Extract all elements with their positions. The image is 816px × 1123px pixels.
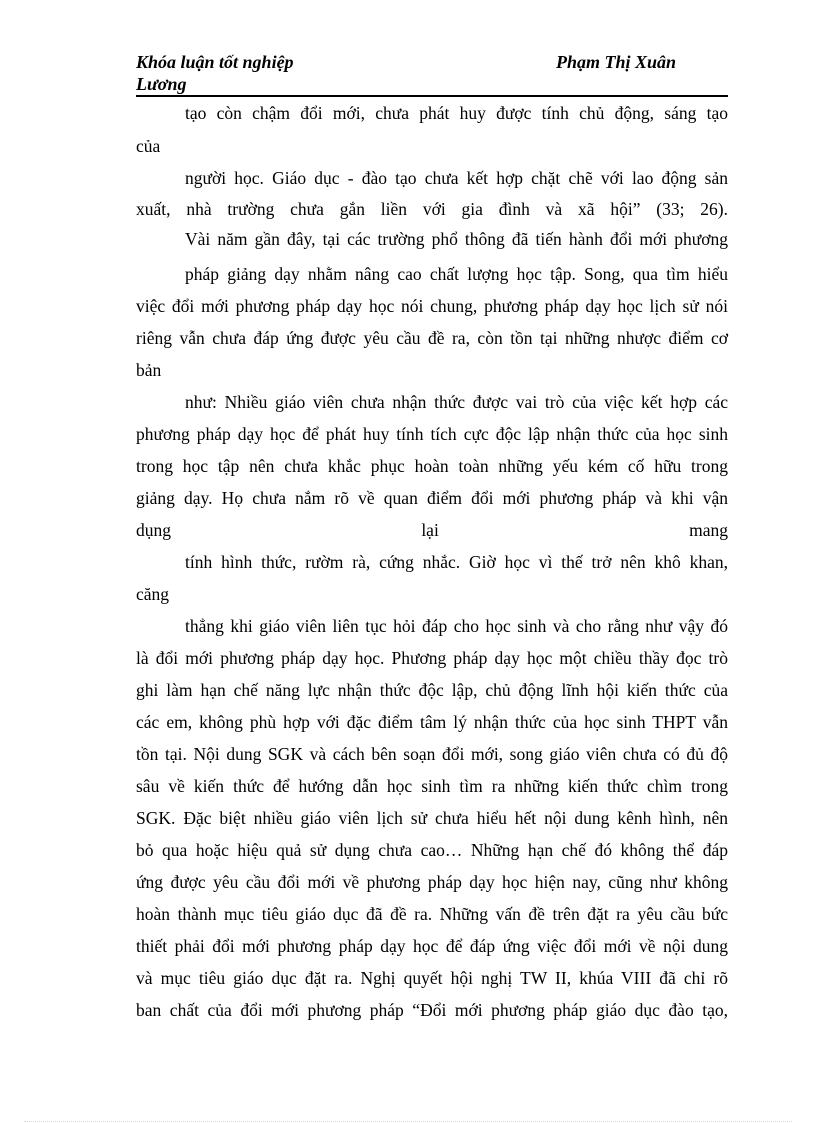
text-line: người học. Giáo dục - đào tạo chưa kết hợp chặt chẽ với lao động sản bbox=[185, 168, 728, 188]
text-line: thẳng khi giáo viên liên tục hỏi đáp cho học sinh và cho rằng như vậy đó bbox=[185, 616, 728, 636]
text-line: Vài năm gần đây, tại các trường phổ thông đã tiến hành đổi mới phương bbox=[185, 229, 728, 249]
page-header bbox=[136, 48, 728, 96]
header-author-name-continued: Lương bbox=[136, 74, 187, 94]
text-line: tồn tại. Nội dung SGK và cách bên soạn đổi mới, song giáo viên chưa có đủ độ bbox=[136, 744, 728, 764]
text-line: pháp giảng dạy nhằm nâng cao chất lượng học tập. Song, qua tìm hiểu bbox=[185, 264, 728, 284]
text-line: tính hình thức, rườm rà, cứng nhắc. Giờ học vì thế trở nên khô khan, bbox=[185, 552, 728, 572]
text-line: hoàn thành mục tiêu giáo dục đã đề ra. Những vấn đề trên đặt ra yêu cầu bức bbox=[136, 904, 728, 924]
text-line: việc đổi mới phương pháp dạy học nói chung, phương pháp dạy học lịch sử nói bbox=[136, 296, 728, 316]
header-thesis-title: Khóa luận tốt nghiệp bbox=[136, 52, 294, 72]
text-line: riêng vẫn chưa đáp ứng được yêu cầu đề ra, còn tồn tại những nhược điểm cơ bbox=[136, 328, 728, 348]
text-line: thiết phải đổi mới phương pháp dạy học để đáp ứng việc đổi mới về nội dung bbox=[136, 936, 728, 956]
text-line: dụng lại mang bbox=[136, 520, 728, 540]
header-divider bbox=[136, 95, 728, 97]
text-line: ghi làm hạn chế năng lực nhận thức độc lập, chủ động lĩnh hội kiến thức của bbox=[136, 680, 728, 700]
page-bottom-border bbox=[24, 1121, 792, 1122]
text-line: của bbox=[136, 136, 161, 156]
text-line: xuất, nhà trường chưa gắn liền với gia đình và xã hội” (33; 26). bbox=[136, 199, 728, 219]
text-line: các em, không phù hợp với đặc điểm tâm lý nhận thức của học sinh THPT vẫn bbox=[136, 712, 728, 732]
text-line: ban chất của đổi mới phương pháp “Đổi mới phương pháp giáo dục đào tạo, bbox=[136, 1000, 728, 1020]
text-line: như: Nhiều giáo viên chưa nhận thức được vai trò của việc kết hợp các bbox=[185, 392, 728, 412]
text-line: và mục tiêu giáo dục đặt ra. Nghị quyết hội nghị TW II, khúa VIII đã chỉ rõ bbox=[136, 968, 728, 988]
text-line: căng bbox=[136, 584, 170, 604]
text-line: trong học tập nên chưa khắc phục hoàn toàn những yếu kém cố hữu trong bbox=[136, 456, 728, 476]
text-line: ứng được yêu cầu đổi mới về phương pháp dạy học hiện nay, cũng như không bbox=[136, 872, 728, 892]
text-line: tạo còn chậm đổi mới, chưa phát huy được tính chủ động, sáng tạo bbox=[185, 103, 728, 123]
text-line: SGK. Đặc biệt nhiều giáo viên lịch sử chưa hiểu hết nội dung kênh hình, nên bbox=[136, 808, 728, 828]
text-line: là đổi mới phương pháp dạy học. Phương pháp dạy học một chiều thầy đọc trò bbox=[136, 648, 728, 668]
header-author-name: Phạm Thị Xuân bbox=[556, 52, 677, 72]
text-line: bản bbox=[136, 360, 162, 380]
text-line: sâu về kiến thức để hướng dẫn học sinh tìm ra những kiến thức chìm trong bbox=[136, 776, 728, 796]
text-line: bỏ qua hoặc hiệu quả sử dụng chưa cao… Những hạn chế đó không thể đáp bbox=[136, 840, 728, 860]
text-line: phương pháp dạy học để phát huy tính tích cực độc lập nhận thức của học sinh bbox=[136, 424, 728, 444]
text-line: giảng dạy. Họ chưa nắm rõ về quan điểm đổi mới phương pháp và khi vận bbox=[136, 488, 728, 508]
